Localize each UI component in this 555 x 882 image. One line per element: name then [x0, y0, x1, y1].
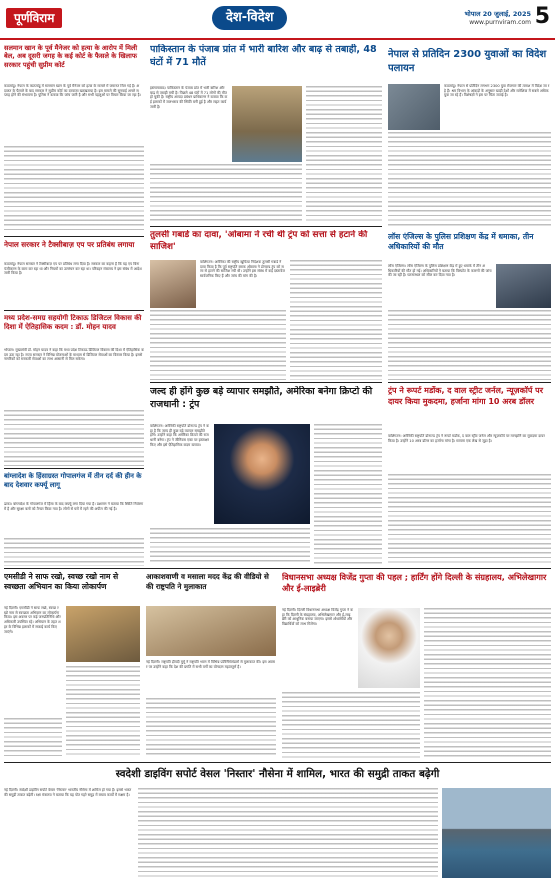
tulsi-gabbard-photo	[150, 260, 196, 308]
vijender-gupta-photo	[358, 608, 420, 688]
divider	[388, 382, 551, 383]
website-link[interactable]: www.purnviram.com	[469, 19, 531, 26]
headline-bangladesh-curfew[interactable]: बांग्लादेश के हिंसाग्रस्त गोपालगंज में तीन दर्द की हीन के बाद देशवार कर्फ्यू लागू	[4, 472, 142, 489]
story-mp-digital-columns	[4, 410, 144, 466]
headline-nepal-taxi-app[interactable]: नेपाल सरकार ने टैक्सीबाज़ एप पर प्रतिबंध लगाया	[4, 240, 135, 249]
divider	[4, 762, 551, 763]
masthead	[0, 0, 555, 40]
story-salman-manager-columns	[4, 146, 144, 232]
story-tulsi-columns-lower	[150, 310, 286, 380]
story-nistar-columns	[138, 788, 438, 878]
trump-photo	[214, 424, 310, 524]
headline-trump-crypto[interactable]: जल्द ही होंगे कुछ बड़े व्यापार समझौते, अमेरिका बनेगा क्रिप्टो की राजधानी : ट्रंप	[150, 386, 373, 410]
story-nepal-youth-body: काठमांडू। नेपाल से प्रतिदिन लगभग 2300 युवा रोजगार की तलाश में विदेश जा रहे हैं। श्रम विभाग के आंकड़ों के अनुसार खाड़ी देशों और मलेशिया में सबसे अधिक युवा जा रहे हैं। विशेषज्ञों ने इस पर चिंता जताई है।	[444, 84, 550, 98]
story-mcd-body: नई दिल्ली। एमसीडी ने साफ रखो, स्वच्छ रखो नाम से स्वच्छता अभियान का लोकार्पण किया। इस अवसर पर कई जनप्रतिनिधि और अधिकारी उपस्थित रहे। अभियान के तहत शहर के विभिन्न इलाकों में सफाई कार्य किए जाएंगे।	[4, 606, 61, 634]
story-nepal-taxi-body: काठमांडू। नेपाल सरकार ने टैक्सीबाज़ एप पर प्रतिबंध लगा दिया है। सरकार का कहना है कि यह एप बिना पंजीकरण के काम कर रहा था और नियमों का उल्लंघन कर रहा था। परिवहन मंत्रालय ने इस संबंध में आदेश जारी किया है।	[4, 262, 142, 276]
story-pakistan-columns	[306, 86, 382, 222]
divider	[150, 382, 382, 383]
story-trump-lawsuit-body: वाशिंगटन। अमेरिकी राष्ट्रपति डोनाल्ड ट्रंप ने रूपर्ट मर्डोक, द वाल स्ट्रीट जर्नल और न्यूज़कॉर्प पर मानहानि का मुकदमा दायर किया है। उन्होंने 10 अरब डॉलर का हर्जाना मांगा है। मामला एक लेख से जुड़ा है।	[388, 434, 545, 443]
nepal-youth-photo	[388, 84, 440, 130]
headline-pakistan-floods[interactable]: पाकिस्तान के पंजाब प्रांत में भारी बारिश और बाढ़ से तबाही, 48 घंटों में 71 मौतें	[150, 44, 377, 68]
section-title: देश-विदेश	[212, 6, 287, 30]
divider	[4, 568, 551, 569]
story-pakistan-columns-lower	[150, 164, 302, 222]
story-tulsi-columns	[290, 260, 382, 380]
story-crypto-columns-lower	[150, 528, 310, 564]
story-vijender-columns	[424, 608, 551, 758]
story-nistar-body: नई दिल्ली। स्वदेशी डाइविंग सपोर्ट वेसल 'निस्तार' भारतीय नौसेना में शामिल हो गया है। इससे भारत की समुद्री ताकत बढ़ेगी। रक्षा मंत्रालय ने बताया कि यह पोत गहरे समुद्र में बचाव कार्यों में सक्षम है।	[4, 788, 132, 797]
story-tulsi-body: वाशिंगटन। अमेरिका की राष्ट्रीय खुफिया निदेशक तुलसी गबार्ड ने दावा किया है कि पूर्व राष्ट्रपति बराक ओबामा ने डोनाल्ड ट्रंप को सत्ता से हटाने की साजिश रची थी। उन्होंने इस संबंध में कई दस्तावेज सार्वजनिक किए हैं और जांच की मांग की है।	[200, 260, 285, 279]
president-meeting-photo	[146, 606, 276, 656]
headline-la-police-blast[interactable]: लॉस एंजिल्स के पुलिस प्रशिक्षण केंद्र में धमाका, तीन अधिकारियों की मौत	[388, 232, 534, 251]
divider	[4, 310, 144, 311]
headline-mcd-cleanliness[interactable]: एमसीडी ने साफ रखो, स्वच्छ रखो नाम से स्वच्छता अभियान का किया लोकार्पण	[4, 572, 119, 591]
headline-tulsi-gabbard[interactable]: तुलसी गबार्ड का दावा, 'ओबामा ने रची थी ट्रंप को सत्ता से हटाने की साजिश'	[150, 230, 368, 252]
story-trump-lawsuit-columns	[388, 474, 551, 564]
story-president-body: नई दिल्ली। राष्ट्रपति द्रौपदी मुर्मू ने राष्ट्रपति भवन में विभिन्न प्रतिनिधिमंडलों से मुलाकात की। इस अवसर पर उन्होंने कहा कि देश की प्रगति में सभी वर्गों का योगदान महत्वपूर्ण है।	[146, 660, 275, 669]
story-crypto-body: वाशिंगटन। अमेरिकी राष्ट्रपति डोनाल्ड ट्रंप ने कहा है कि जल्द ही कुछ बड़े व्यापार समझौते होंगे। उन्होंने कहा कि अमेरिका क्रिप्टो की राजधानी बनेगा। ट्रंप ने जीनियस एक्ट पर हस्ताक्षर किए और इसे ऐतिहासिक कदम बताया।	[150, 424, 209, 447]
headline-nepal-youth-migration[interactable]: नेपाल से प्रतिदिन 2300 युवाओं का विदेश पलायन	[388, 49, 547, 74]
headline-president-meeting[interactable]: आकाशवाणी व मसाला मदद केंद्र की वीडियो से की राष्ट्रपति ने मुलाकात	[146, 572, 269, 591]
story-salman-manager-body: काठमांडू। नेपाल के काठमांडू में सलमान खान के पूर्व मैनेजर को हत्या के मामले में जमानत मिल गई है। अदालत के फैसले के बाद सरकार ने सुप्रीम कोर्ट का दरवाजा खटखटाया है। इस मामले की सुनवाई अगले सप्ताह होने की संभावना है। पुलिस ने बताया कि जांच जारी है और सभी पहलुओं पर विचार किया जा रहा है।	[4, 84, 141, 98]
story-mcd-columns	[66, 666, 140, 758]
newspaper-logo: पूर्णविराम	[6, 8, 62, 28]
story-la-blast-columns	[388, 310, 551, 380]
story-pakistan-body: इस्लामाबाद। पाकिस्तान के पंजाब प्रांत में भारी बारिश और बाढ़ से तबाही मची है। पिछले 48 घंटों में 71 लोगों की मौत हो चुकी है। राष्ट्रीय आपदा प्रबंधन प्राधिकरण ने बताया कि कई इलाकों में जलभराव की स्थिति बनी हुई है और राहत कार्य जारी है।	[150, 86, 228, 109]
story-la-blast-body: लॉस एंजिल्स। लॉस एंजिल्स के पुलिस प्रशिक्षण केंद्र में हुए धमाके में तीन अधिकारियों की मौत हो गई। अधिकारियों ने बताया कि विस्फोट के कारणों की जांच की जा रही है। घटनास्थल को सील कर दिया गया है।	[388, 264, 492, 278]
story-bangladesh-body: ढाका। बांग्लादेश के गोपालगंज में हिंसा के बाद कर्फ्यू लगा दिया गया है। प्रशासन ने बताया कि स्थिति नियंत्रण में है और सुरक्षा बलों को तैनात किया गया है। लोगों से घरों में रहने की अपील की गई है।	[4, 502, 144, 511]
divider	[4, 468, 144, 469]
headline-vijender-gupta[interactable]: विधानसभा अध्यक्ष विजेंद्र गुप्ता की पहल ; हार्टिंग होंगे दिल्ली के संग्रहालय, अभिलेखागार और ई-लाइब्रेरी	[282, 572, 547, 593]
page-number: 5	[534, 4, 550, 29]
divider	[150, 226, 382, 227]
story-crypto-columns	[314, 424, 382, 564]
story-mcd-columns-lower	[4, 718, 62, 758]
story-vijender-columns-lower	[282, 692, 420, 758]
pakistan-flood-photo	[232, 86, 302, 162]
headline-mp-digital[interactable]: मध्य प्रदेश-समग्र सहयोगी टिकाऊ डिजिटल विकास की दिशा में ऐतिहासिक कदम : डॉ. मोहन यादव	[4, 314, 142, 332]
story-mp-digital-body: भोपाल। मुख्यमंत्री डॉ. मोहन यादव ने कहा कि मध्य प्रदेश टिकाऊ डिजिटल विकास की दिशा में ऐतिहासिक कदम उठा रहा है। राज्य सरकार ने विभिन्न योजनाओं के माध्यम से डिजिटल सेवाओं का विस्तार किया है। इससे नागरिकों को सरकारी सेवाओं का लाभ आसानी से मिल सकेगा।	[4, 348, 144, 362]
headline-trump-lawsuit[interactable]: ट्रंप ने रूपर्ट मर्डोक, द वाल स्ट्रीट जर्नल, न्यूज़कॉर्प पर दायर किया मुकदमा, हर्जाना मांगा 10 अरब डॉलर	[388, 386, 543, 406]
edition-date: भोपाल 20 जुलाई, 2025	[464, 10, 531, 18]
la-blast-photo	[496, 264, 551, 308]
story-bangladesh-columns	[4, 538, 144, 566]
story-nepal-youth-columns	[388, 132, 551, 228]
story-vijender-body: नई दिल्ली। दिल्ली विधानसभा अध्यक्ष विजेंद्र गुप्ता ने कहा कि दिल्ली के संग्रहालय, अभिलेखागार और ई-लाइब्रेरी को आधुनिक बनाया जाएगा। इससे शोधार्थियों और विद्यार्थियों को लाभ मिलेगा।	[282, 608, 353, 627]
divider	[4, 236, 144, 237]
nistar-vessel-photo	[442, 788, 551, 878]
story-president-columns	[146, 698, 276, 758]
headline-nistar-vessel[interactable]: स्वदेशी डाइविंग सपोर्ट वेसल 'निस्तार' नौसेना में शामिल, भारत की समुद्री ताकत बढ़ेगी	[115, 768, 440, 780]
mcd-event-photo	[66, 606, 140, 662]
headline-salman-manager[interactable]: सलमान खान के पूर्व मैनेजर को हत्या के आरोप में मिली बेल, अब दूसरी जगह के कई कोर्ट के फैसले के खिलाफ सरकार पहुंची सुप्रीम कोर्ट	[4, 44, 138, 69]
